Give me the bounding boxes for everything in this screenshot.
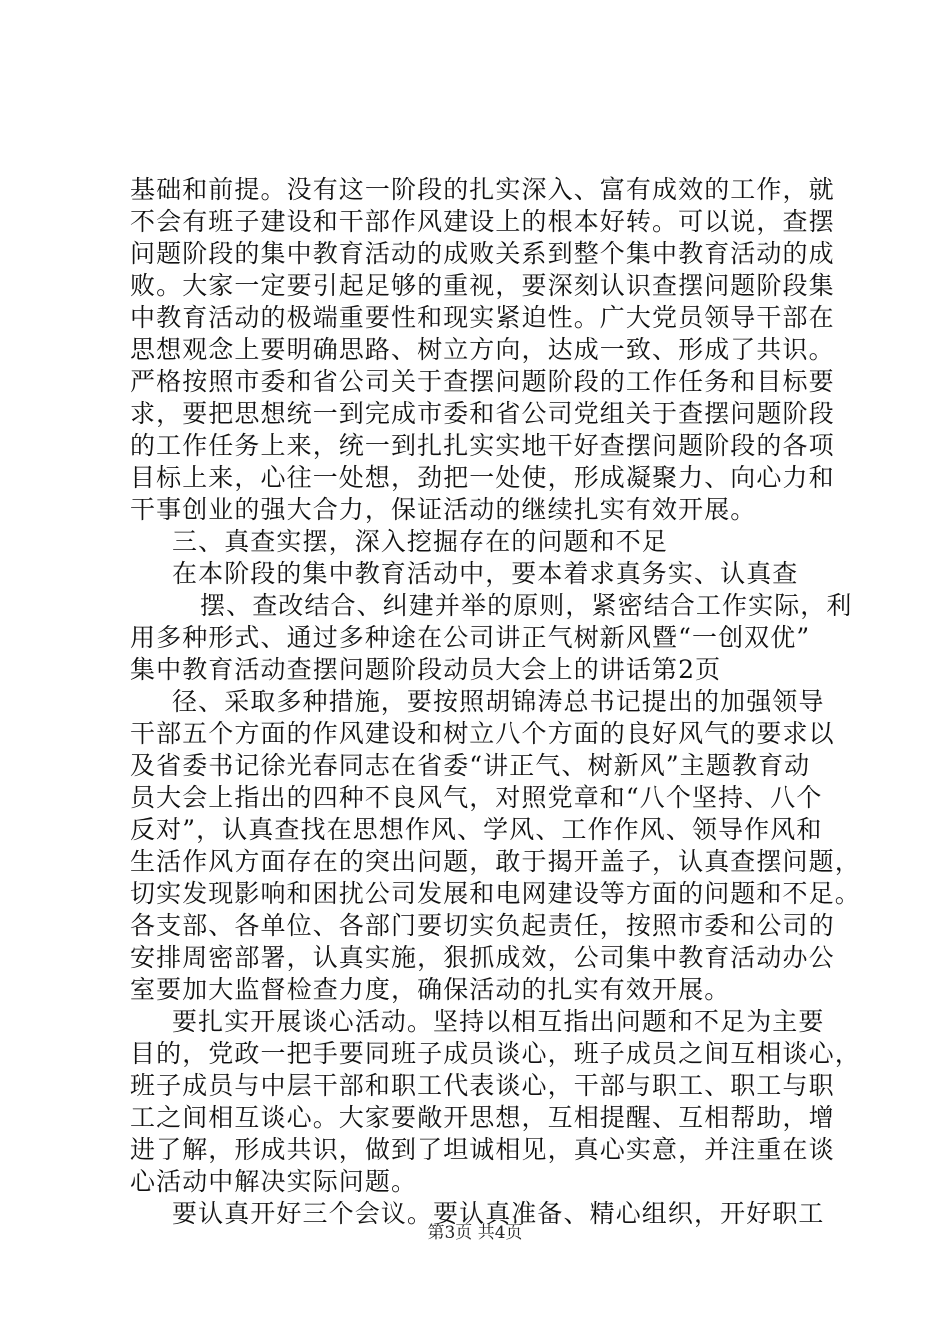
text-line: 中教育活动的极端重要性和现实紧迫性。广大党员领导干部在 — [130, 303, 835, 332]
section-heading: 三、真查实摆，深入挖掘存在的问题和不足 — [172, 527, 668, 556]
text-line: 摆、查改结合、纠建并举的原则，紧密结合工作实际，利 — [200, 591, 853, 620]
document-body — [130, 174, 861, 1230]
text-line: 要认真开好三个会议。要认真准备、精心组织，开好职工 — [172, 1199, 825, 1228]
text-line: 集中教育活动查摆问题阶段动员大会上的讲话第2页 — [130, 655, 722, 684]
text-line: 基础和前提。没有这一阶段的扎实深入、富有成效的工作，就 — [130, 175, 835, 204]
text-line: 心活动中解决实际问题。 — [130, 1167, 418, 1196]
text-line: 干部五个方面的作风建设和树立八个方面的良好风气的要求以 — [130, 719, 835, 748]
text-line: 要扎实开展谈心活动。坚持以相互指出问题和不足为主要 — [172, 1007, 825, 1036]
text-line: 用多种形式、通过多种途在公司讲正气树新风暨“一创双优” — [130, 623, 811, 652]
text-line: 干事创业的强大合力，保证活动的继续扎实有效开展。 — [130, 495, 757, 524]
text-line: 班子成员与中层干部和职工代表谈心，干部与职工、职工与职 — [130, 1071, 835, 1100]
text-line: 进了解，形成共识，做到了坦诚相见，真心实意，并注重在谈 — [130, 1135, 835, 1164]
text-line: 败。大家一定要引起足够的重视，要深刻认识查摆问题阶段集 — [130, 271, 835, 300]
text-line: 严格按照市委和省公司关于查摆问题阶段的工作任务和目标要 — [130, 367, 835, 396]
text-line: 反对”，认真查找在思想作风、学风、工作作风、领导作风和 — [130, 815, 823, 844]
text-line: 切实发现影响和困扰公司发展和电网建设等方面的问题和不足。 — [130, 879, 861, 908]
text-line: 问题阶段的集中教育活动的成败关系到整个集中教育活动的成 — [130, 239, 835, 268]
text-line: 各支部、各单位、各部门要切实负起责任，按照市委和公司的 — [130, 911, 835, 940]
text-line: 径、采取多种措施，要按照胡锦涛总书记提出的加强领导 — [172, 687, 825, 716]
page-number-footer: 第3页 共4页 — [427, 1223, 523, 1243]
text-line: 在本阶段的集中教育活动中，要本着求真务实、认真查 — [172, 559, 799, 588]
text-line: 室要加大监督检查力度，确保活动的扎实有效开展。 — [130, 975, 731, 1004]
text-line: 安排周密部署，认真实施，狠抓成效，公司集中教育活动办公 — [130, 943, 835, 972]
text-line: 生活作风方面存在的突出问题，敢于揭开盖子，认真查摆问题， — [130, 847, 861, 876]
text-line: 员大会上指出的四种不良风气，对照党章和“八个坚持、八个 — [130, 783, 823, 812]
text-line: 工之间相互谈心。大家要敞开思想，互相提醒、互相帮助，增 — [130, 1103, 835, 1132]
text-line: 不会有班子建设和干部作风建设上的根本好转。可以说，查摆 — [130, 207, 835, 236]
text-line: 目标上来，心往一处想，劲把一处使，形成凝聚力、向心力和 — [130, 463, 835, 492]
text-line: 求，要把思想统一到完成市委和省公司党组关于查摆问题阶段 — [130, 399, 835, 428]
text-line: 的工作任务上来，统一到扎扎实实地干好查摆问题阶段的各项 — [130, 431, 835, 460]
text-line: 及省委书记徐光春同志在省委“讲正气、树新风”主题教育动 — [130, 751, 811, 780]
text-line: 思想观念上要明确思路、树立方向，达成一致、形成了共识。 — [130, 335, 835, 364]
text-line: 目的，党政一把手要同班子成员谈心，班子成员之间互相谈心， — [130, 1039, 861, 1068]
